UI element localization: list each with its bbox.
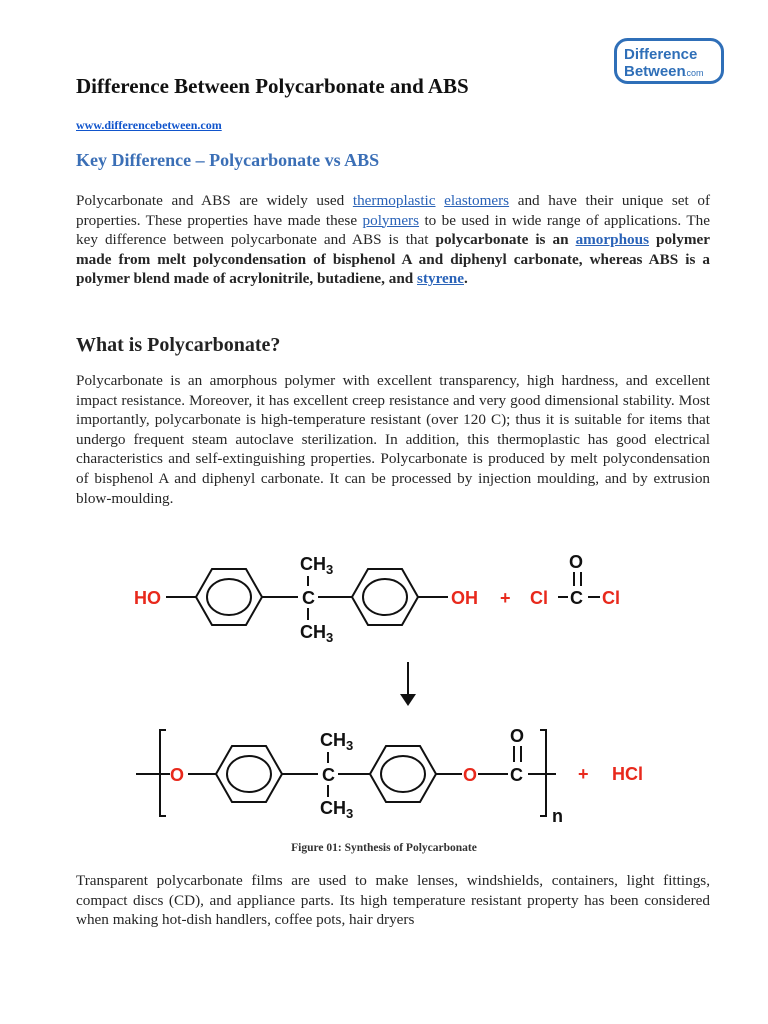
link-styrene[interactable]: styrene (417, 270, 464, 288)
link-elastomers[interactable]: elastomers (444, 192, 510, 209)
polycarbonate-paragraph: Polycarbonate is an amorphous polymer with excellent transparency, high hardness, and excellent impact resistance. Moreover, it has excellent creep resistance and very good dimensional stability. Most importantly, polycarbonate is high-temperature resistant (over 120 C); thus it is suitable for items that undergo frequent steam autoclave sterilization. In addition, this thermoplastic has good electrical characteristics and self-extinguishing properties. Polycarbonate is produced by melt polycondensation of bisphenol A and diphenyl carbonate. It can be processed by injection moulding, and by extrusion blow-moulding. (76, 372, 710, 507)
ch3-bottom-product-label: $CH_3$ (320, 798, 354, 821)
ch3-bottom-label: $CH_3$ (300, 622, 334, 645)
cl-left-label: Cl (530, 588, 548, 608)
logo-suffix: .com (684, 68, 704, 78)
synthesis-figure (126, 548, 646, 834)
o-phosgene-label: O (569, 552, 584, 572)
plus-top: + (500, 588, 511, 608)
link-polymers[interactable]: polymers (362, 211, 420, 229)
plus-bottom: + (578, 764, 589, 784)
logo-line2: Between (624, 63, 686, 80)
link-amorphous[interactable]: amorphous (575, 231, 649, 249)
ho-label: HO (134, 588, 161, 608)
key-difference-bold: polycarbonate is an amorphous polymer made from melt polycondensation of bisphenol A and diphenyl carbonate, whereas ABS is a polymer blend made of acrylonitrile, butadiene, and styrene. (76, 231, 711, 288)
ch3-top-product-label: $CH_3$ (320, 730, 354, 753)
c-phosgene-label: C (570, 588, 583, 608)
c-center-label: C (302, 588, 315, 608)
key-difference-heading: Key Difference – Polycarbonate vs ABS (76, 150, 380, 170)
section-heading-polycarbonate: What is Polycarbonate? (76, 334, 281, 356)
oh-label: OH (451, 588, 478, 608)
site-link[interactable]: www.differencebetween.com (76, 118, 222, 132)
page-title: Difference Between Polycarbonate and ABS (76, 74, 469, 98)
ch3-top-label: $CH_3$ (300, 554, 334, 577)
c-carbonyl-label: C (510, 765, 523, 785)
n-subscript-label: n (552, 806, 563, 826)
o-left-label: O (170, 765, 185, 785)
o-carbonyl-label: O (510, 726, 525, 746)
figure-caption: Figure 01: Synthesis of Polycarbonate (291, 842, 477, 854)
applications-paragraph: Transparent polycarbonate films are used to make lenses, windshields, containers, light fittings, compact discs (CD), and appliance parts. Its high temperature resistant property has been considered when making hot-dish handlers, coffee pots, hair dryers (76, 872, 710, 929)
intro-paragraph: Polycarbonate and ABS are widely used thermoplastic elastomers and have their unique set of properties. These properties have made these polymers to be used in wide range of applications. The key difference between polycarbonate and ABS is that polycarbonate is an amorphous polymer made from melt polycondensation of bisphenol A and diphenyl carbonate, whereas ABS is a polymer blend made of acrylonitrile, butadiene, and styrene. (76, 192, 711, 288)
cl-right-label: Cl (602, 588, 620, 608)
logo-line1: Difference (624, 46, 698, 63)
link-thermoplastic[interactable]: thermoplastic (352, 192, 436, 209)
o-right-label: O (463, 765, 478, 785)
hcl-label: HCl (612, 764, 643, 784)
c-product-label: C (322, 765, 335, 785)
differencebetween-logo[interactable] (614, 38, 724, 84)
